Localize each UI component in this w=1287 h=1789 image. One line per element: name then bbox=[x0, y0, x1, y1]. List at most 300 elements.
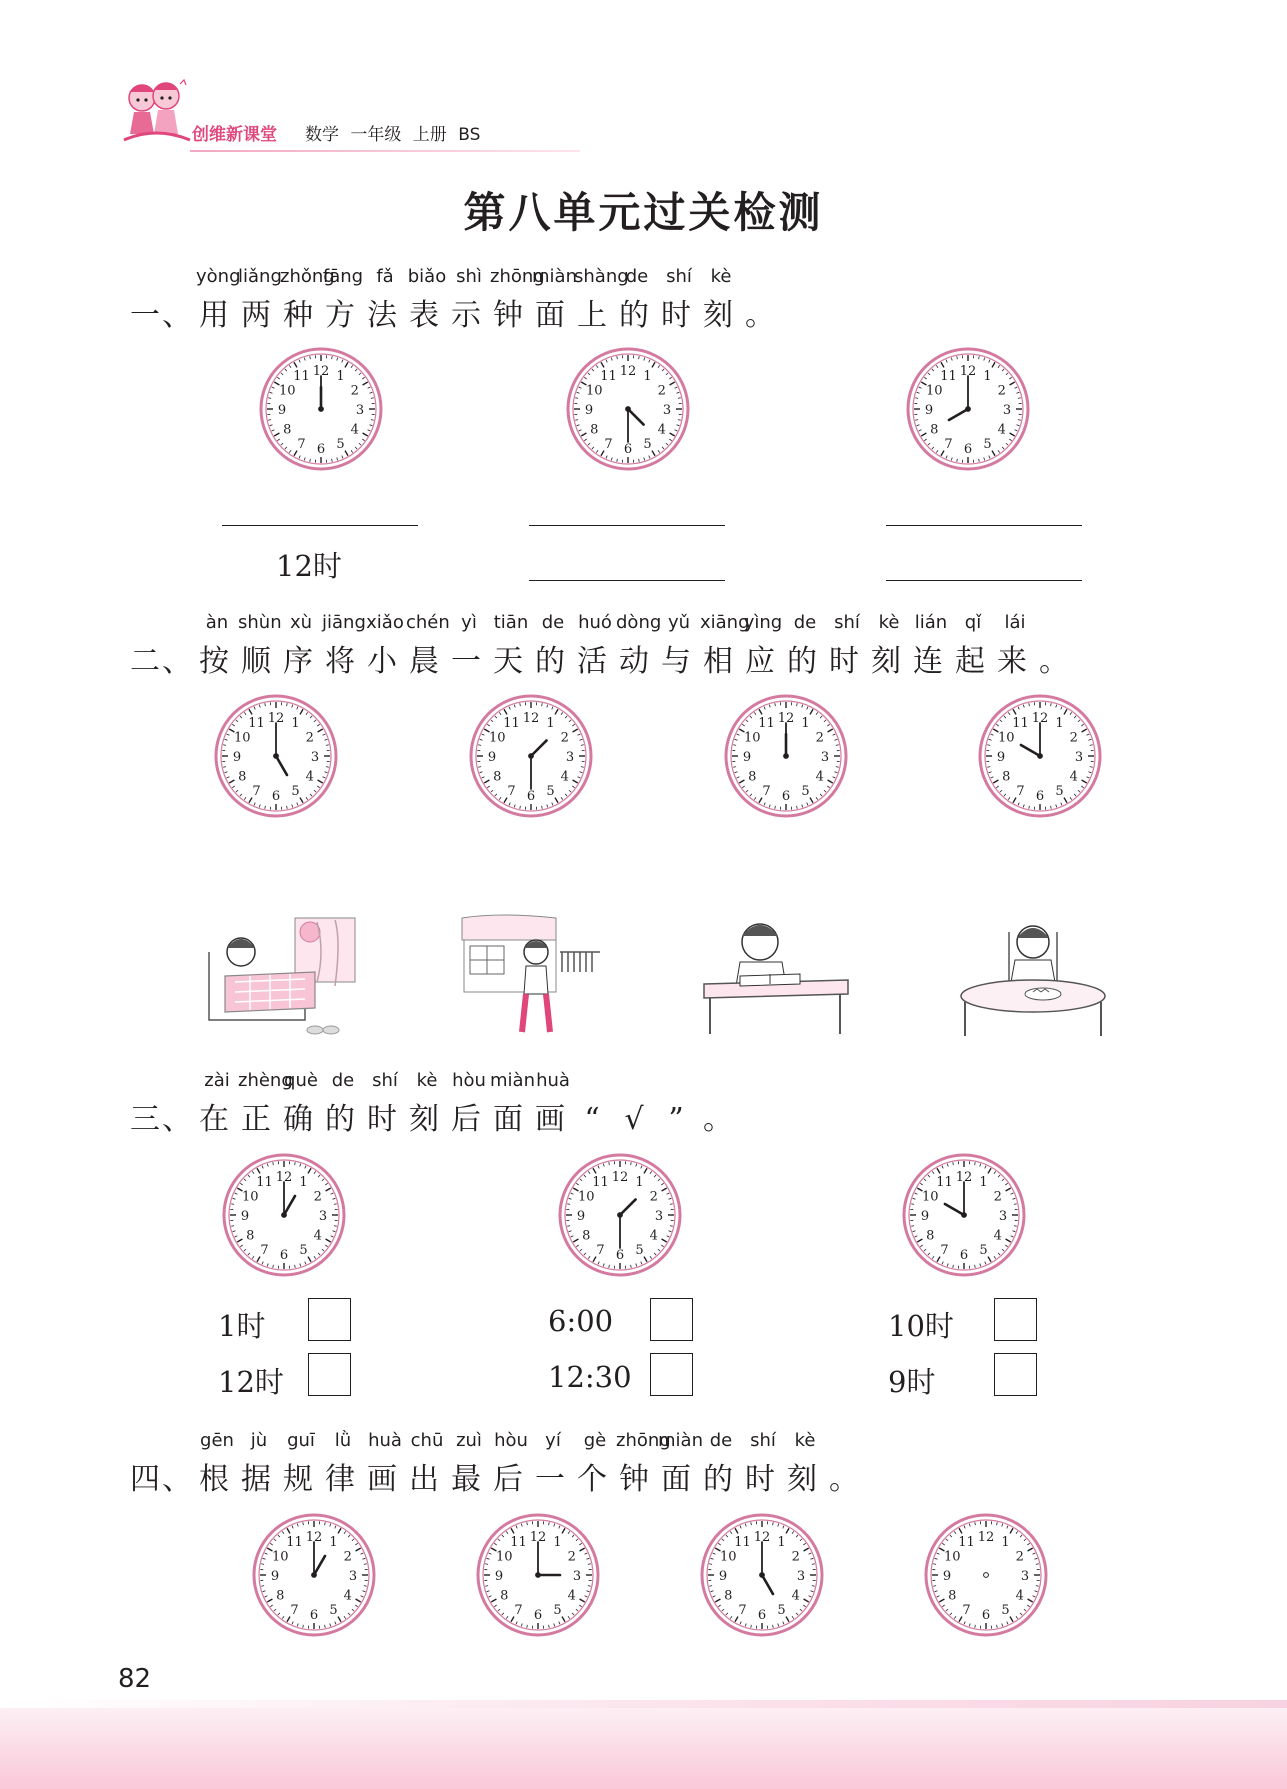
clock-numeral: 5 bbox=[1055, 783, 1064, 799]
question-char: 的 bbox=[535, 644, 567, 679]
clock-numeral: 10 bbox=[925, 383, 943, 399]
clock-numeral: 12 bbox=[959, 364, 977, 379]
pinyin-syllable: fǎ bbox=[376, 266, 394, 287]
question-char: 钟 bbox=[619, 1462, 651, 1497]
clock-numeral: 2 bbox=[649, 1189, 658, 1205]
clock-numeral: 4 bbox=[343, 1588, 352, 1604]
clock-numeral: 4 bbox=[1015, 1588, 1024, 1604]
question-char: 在 bbox=[199, 1102, 231, 1137]
option-3a: 10时 bbox=[888, 1309, 954, 1343]
clock-numeral: 12 bbox=[1031, 711, 1049, 726]
clock-numeral: 12 bbox=[529, 1530, 547, 1545]
clock-numeral: 9 bbox=[584, 403, 594, 418]
page-number: 82 bbox=[118, 1664, 152, 1694]
clock-numeral: 8 bbox=[582, 1228, 591, 1244]
clock-numeral: 3 bbox=[565, 750, 575, 765]
clock-numeral: 9 bbox=[924, 403, 934, 418]
clock-numeral: 6 bbox=[959, 1248, 969, 1263]
question-char: 的 bbox=[619, 298, 651, 333]
question-char: 根 bbox=[199, 1462, 231, 1497]
clock-numeral: 5 bbox=[329, 1602, 338, 1618]
clock-numeral: 10 bbox=[943, 1549, 961, 1565]
checkbox-3a[interactable] bbox=[994, 1298, 1037, 1341]
pinyin-syllable: kè bbox=[878, 612, 900, 633]
clock-numeral: 2 bbox=[560, 730, 569, 746]
pinyin-syllable: huà bbox=[536, 1070, 570, 1091]
clock-numeral: 10 bbox=[719, 1549, 737, 1565]
question-char: 画 bbox=[367, 1462, 399, 1497]
clock-numeral: 9 bbox=[996, 750, 1006, 765]
pinyin-syllable: de bbox=[625, 266, 649, 287]
clock-numeral: 7 bbox=[514, 1602, 523, 1618]
clock-numeral: 12 bbox=[955, 1170, 973, 1185]
question-char: 面 bbox=[493, 1102, 525, 1137]
pinyin-syllable: yìng bbox=[743, 612, 783, 633]
q4-number: 四、 bbox=[130, 1462, 194, 1497]
clock-numeral: 4 bbox=[815, 769, 824, 785]
clock-numeral: 5 bbox=[983, 436, 992, 452]
pinyin-syllable: shí bbox=[372, 1070, 398, 1091]
pinyin-syllable: xù bbox=[289, 612, 313, 633]
clock-numeral: 1 bbox=[1055, 716, 1064, 732]
clock-numeral: 4 bbox=[993, 1228, 1002, 1244]
clock-numeral: 8 bbox=[238, 769, 247, 785]
clock-numeral: 12 bbox=[275, 1170, 293, 1185]
header-divider bbox=[190, 150, 580, 152]
clock-numeral: 9 bbox=[718, 1569, 728, 1584]
clock-numeral: 8 bbox=[276, 1588, 285, 1604]
question-char: 时 bbox=[829, 644, 861, 679]
question-char: 种 bbox=[283, 298, 315, 333]
pinyin-syllable: shàng bbox=[574, 266, 629, 287]
question-char: 与 bbox=[661, 644, 693, 679]
question-char: 最 bbox=[451, 1462, 483, 1497]
question-char: 活 bbox=[577, 644, 609, 679]
q1-clock-2[interactable] bbox=[566, 347, 690, 471]
clock-numeral: 11 bbox=[1012, 716, 1029, 732]
pinyin-syllable: lǜ bbox=[334, 1430, 352, 1451]
clock-numeral: 12 bbox=[267, 711, 285, 726]
question-char: 时 bbox=[661, 298, 693, 333]
question-char: 法 bbox=[367, 298, 399, 333]
clock-numeral: 11 bbox=[936, 1175, 953, 1191]
example-answer: 12时 bbox=[276, 549, 342, 583]
clock-numeral: 11 bbox=[503, 716, 520, 732]
q4-pinyin bbox=[196, 1430, 826, 1451]
clock-numeral: 8 bbox=[283, 422, 292, 438]
pinyin-syllable: zhōng bbox=[616, 1430, 671, 1451]
clock-numeral: 12 bbox=[977, 1530, 995, 1545]
clock-numeral: 5 bbox=[291, 783, 300, 799]
clock-numeral: 1 bbox=[336, 369, 345, 385]
pinyin-syllable: lián bbox=[914, 612, 948, 633]
clock-numeral: 1 bbox=[777, 1535, 786, 1551]
scene-walking-to-school[interactable] bbox=[460, 912, 616, 1042]
clock-numeral: 6 bbox=[615, 1248, 625, 1263]
clock-numeral: 10 bbox=[241, 1189, 259, 1205]
clock-numeral: 11 bbox=[600, 369, 617, 385]
question-char: “ bbox=[584, 1102, 602, 1137]
pinyin-syllable: de bbox=[793, 612, 817, 633]
clock-numeral: 12 bbox=[611, 1170, 629, 1185]
q2-number: 二、 bbox=[130, 644, 194, 679]
clock-numeral: 1 bbox=[291, 716, 300, 732]
pinyin-syllable: lái bbox=[1004, 612, 1026, 633]
clock-numeral: 3 bbox=[310, 750, 320, 765]
scene-doing-homework[interactable] bbox=[700, 912, 856, 1042]
clock-numeral: 11 bbox=[286, 1535, 303, 1551]
question-char: 。 bbox=[703, 1102, 735, 1137]
pinyin-syllable: huó bbox=[578, 612, 612, 633]
clock-numeral: 10 bbox=[743, 730, 761, 746]
option-1a: 1时 bbox=[218, 1309, 266, 1343]
q2-pinyin bbox=[196, 612, 1036, 633]
clock-numeral: 1 bbox=[801, 716, 810, 732]
pinyin-syllable: àn bbox=[205, 612, 229, 633]
page-title: 第八单元过关检测 bbox=[463, 188, 824, 237]
clock-numeral: 4 bbox=[657, 422, 666, 438]
clock-numeral: 8 bbox=[724, 1588, 733, 1604]
clock-numeral: 5 bbox=[299, 1242, 308, 1258]
clock-numeral: 2 bbox=[997, 383, 1006, 399]
question-char: 刻 bbox=[871, 644, 903, 679]
clock-numeral: 6 bbox=[316, 442, 326, 457]
pinyin-syllable: kè bbox=[416, 1070, 438, 1091]
clock-numeral: 11 bbox=[758, 716, 775, 732]
q1-pinyin bbox=[196, 266, 742, 287]
clock-numeral: 2 bbox=[567, 1549, 576, 1565]
clock-numeral: 7 bbox=[944, 436, 953, 452]
question-char: 一 bbox=[535, 1462, 567, 1497]
clock-numeral: 5 bbox=[553, 1602, 562, 1618]
pinyin-syllable: tiān bbox=[493, 612, 529, 633]
question-char: 序 bbox=[283, 644, 315, 679]
clock-numeral: 6 bbox=[309, 1608, 319, 1623]
scene-eating-at-table[interactable] bbox=[955, 912, 1111, 1042]
clock-numeral: 2 bbox=[791, 1549, 800, 1565]
pinyin-syllable: chén bbox=[406, 612, 450, 633]
clock-numeral: 4 bbox=[997, 422, 1006, 438]
clock-numeral: 1 bbox=[643, 369, 652, 385]
clock-numeral: 4 bbox=[560, 769, 569, 785]
clock-numeral: 2 bbox=[815, 730, 824, 746]
q1-clock-3[interactable] bbox=[906, 347, 1030, 471]
clock-numeral: 5 bbox=[1001, 1602, 1010, 1618]
pinyin-syllable: hòu bbox=[494, 1430, 528, 1451]
clock-numeral: 2 bbox=[343, 1549, 352, 1565]
clock-numeral: 10 bbox=[495, 1549, 513, 1565]
clock-numeral: 5 bbox=[777, 1602, 786, 1618]
clock-numeral: 8 bbox=[493, 769, 502, 785]
question-char: 用 bbox=[199, 298, 231, 333]
clock-numeral: 9 bbox=[576, 1209, 586, 1224]
pinyin-syllable: zhōng bbox=[490, 266, 545, 287]
clock-numeral: 8 bbox=[926, 1228, 935, 1244]
clock-numeral: 3 bbox=[355, 403, 365, 418]
clock-numeral: 11 bbox=[592, 1175, 609, 1191]
clock-numeral: 2 bbox=[313, 1189, 322, 1205]
option-1b: 12时 bbox=[218, 1365, 284, 1399]
question-char: 的 bbox=[325, 1102, 357, 1137]
pinyin-syllable: yǔ bbox=[667, 612, 691, 633]
clock-numeral: 3 bbox=[820, 750, 830, 765]
pinyin-syllable: qǐ bbox=[964, 612, 982, 633]
clock-numeral: 5 bbox=[546, 783, 555, 799]
clock-numeral: 6 bbox=[981, 1608, 991, 1623]
clock-numeral: 12 bbox=[312, 364, 330, 379]
clock-numeral: 10 bbox=[488, 730, 506, 746]
clock-numeral: 3 bbox=[1002, 403, 1012, 418]
clock-numeral: 10 bbox=[585, 383, 603, 399]
clock-numeral: 3 bbox=[796, 1569, 806, 1584]
pinyin-syllable: de bbox=[541, 612, 565, 633]
q3-number: 三、 bbox=[130, 1102, 194, 1137]
pinyin-syllable: biǎo bbox=[407, 266, 447, 287]
clock-numeral: 7 bbox=[604, 436, 613, 452]
page-header bbox=[120, 78, 1180, 156]
clock-numeral: 8 bbox=[590, 422, 599, 438]
checkbox-2a[interactable] bbox=[650, 1298, 693, 1341]
option-3b: 9时 bbox=[888, 1365, 936, 1399]
pinyin-syllable: guī bbox=[287, 1430, 315, 1451]
question-char: 应 bbox=[745, 644, 777, 679]
q2-clock-2[interactable] bbox=[469, 694, 593, 818]
pinyin-syllable: huà bbox=[368, 1430, 402, 1451]
answer-line-1a[interactable] bbox=[222, 525, 418, 526]
question-char: 。 bbox=[1039, 644, 1071, 679]
clock-numeral: 9 bbox=[240, 1209, 250, 1224]
pinyin-syllable: zài bbox=[204, 1070, 230, 1091]
brand-name: 创维新课堂 bbox=[192, 125, 277, 145]
clock-numeral: 7 bbox=[260, 1242, 269, 1258]
clock-numeral: 11 bbox=[248, 716, 265, 732]
pinyin-syllable: de bbox=[331, 1070, 355, 1091]
checkbox-1b[interactable] bbox=[308, 1353, 351, 1396]
clock-numeral: 12 bbox=[522, 711, 540, 726]
pinyin-syllable: shí bbox=[750, 1430, 776, 1451]
clock-numeral: 5 bbox=[979, 1242, 988, 1258]
question-char: 起 bbox=[955, 644, 987, 679]
q2-clock-3[interactable] bbox=[724, 694, 848, 818]
q3-pinyin bbox=[196, 1070, 574, 1091]
pinyin-syllable: chū bbox=[410, 1430, 444, 1451]
question-char: 示 bbox=[451, 298, 483, 333]
question-char: 刻 bbox=[409, 1102, 441, 1137]
clock-numeral: 6 bbox=[533, 1608, 543, 1623]
pinyin-syllable: zhǒng bbox=[280, 266, 335, 287]
question-char: 方 bbox=[325, 298, 357, 333]
q1-question bbox=[130, 290, 782, 334]
question-char: 出 bbox=[409, 1462, 441, 1497]
clock-numeral: 2 bbox=[305, 730, 314, 746]
clock-numeral: 6 bbox=[271, 789, 281, 804]
clock-numeral: 4 bbox=[1069, 769, 1078, 785]
clock-numeral: 4 bbox=[350, 422, 359, 438]
question-char: 正 bbox=[241, 1102, 273, 1137]
pinyin-syllable: yì bbox=[461, 612, 477, 633]
clock-numeral: 3 bbox=[998, 1209, 1008, 1224]
pinyin-syllable: shì bbox=[456, 266, 482, 287]
question-char: 两 bbox=[241, 298, 273, 333]
question-char: √ bbox=[624, 1102, 646, 1137]
question-char: 的 bbox=[703, 1462, 735, 1497]
clock-numeral: 9 bbox=[277, 403, 287, 418]
question-char: 个 bbox=[577, 1462, 609, 1497]
clock-numeral: 3 bbox=[318, 1209, 328, 1224]
clock-numeral: 4 bbox=[305, 769, 314, 785]
clock-numeral: 3 bbox=[572, 1569, 582, 1584]
question-char: 小 bbox=[367, 644, 399, 679]
question-char: 后 bbox=[493, 1462, 525, 1497]
question-char: 。 bbox=[745, 298, 777, 333]
pinyin-syllable: shí bbox=[834, 612, 860, 633]
question-char: 据 bbox=[241, 1462, 273, 1497]
clock-numeral: 7 bbox=[940, 1242, 949, 1258]
clock-numeral: 6 bbox=[623, 442, 633, 457]
question-char: 连 bbox=[913, 644, 945, 679]
checkbox-1a[interactable] bbox=[308, 1298, 351, 1341]
clock-numeral: 6 bbox=[963, 442, 973, 457]
option-2b: 12:30 bbox=[548, 1360, 632, 1394]
clock-numeral: 5 bbox=[801, 783, 810, 799]
clock-numeral: 7 bbox=[290, 1602, 299, 1618]
q2-clock-1[interactable] bbox=[214, 694, 338, 818]
clock-numeral: 12 bbox=[305, 1530, 323, 1545]
clock-numeral: 1 bbox=[546, 716, 555, 732]
pinyin-syllable: jiāng bbox=[322, 612, 366, 633]
q1-clock-1[interactable] bbox=[259, 347, 383, 471]
clock-numeral: 7 bbox=[252, 783, 261, 799]
question-char: 按 bbox=[199, 644, 231, 679]
clock-numeral: 12 bbox=[777, 711, 795, 726]
clock-numeral: 7 bbox=[297, 436, 306, 452]
clock-numeral: 7 bbox=[507, 783, 516, 799]
q3-clock-3[interactable] bbox=[902, 1153, 1026, 1277]
clock-numeral: 10 bbox=[278, 383, 296, 399]
clock-numeral: 4 bbox=[649, 1228, 658, 1244]
clock-numeral: 11 bbox=[734, 1535, 751, 1551]
clock-numeral: 5 bbox=[643, 436, 652, 452]
question-char: 晨 bbox=[409, 644, 441, 679]
q4-question bbox=[130, 1454, 866, 1498]
question-char: 动 bbox=[619, 644, 651, 679]
checkbox-2b[interactable] bbox=[650, 1353, 693, 1396]
pinyin-syllable: gēn bbox=[200, 1430, 234, 1451]
q4-clock-2[interactable] bbox=[476, 1513, 600, 1637]
pinyin-syllable: dòng bbox=[616, 612, 662, 633]
scene-sleeping-in-bed[interactable] bbox=[205, 912, 361, 1042]
clock-numeral: 10 bbox=[997, 730, 1015, 746]
question-char: ” bbox=[668, 1102, 686, 1137]
q3-question bbox=[130, 1094, 740, 1138]
pinyin-syllable: shùn bbox=[238, 612, 282, 633]
question-char: 刻 bbox=[703, 298, 735, 333]
pinyin-syllable: miàn bbox=[490, 1070, 535, 1091]
clock-numeral: 6 bbox=[526, 789, 536, 804]
option-2a: 6:00 bbox=[548, 1304, 614, 1338]
clock-numeral: 8 bbox=[930, 422, 939, 438]
question-char: 面 bbox=[661, 1462, 693, 1497]
clock-numeral: 8 bbox=[948, 1588, 957, 1604]
clock-numeral: 4 bbox=[567, 1588, 576, 1604]
clock-numeral: 9 bbox=[742, 750, 752, 765]
clock-numeral: 8 bbox=[246, 1228, 255, 1244]
clock-numeral: 11 bbox=[293, 369, 310, 385]
clock-numeral: 7 bbox=[1016, 783, 1025, 799]
clock-numeral: 3 bbox=[662, 403, 672, 418]
q4-clock-4[interactable] bbox=[924, 1513, 1048, 1637]
question-char: 顺 bbox=[241, 644, 273, 679]
clock-numeral: 9 bbox=[487, 750, 497, 765]
clock-numeral: 4 bbox=[313, 1228, 322, 1244]
q4-clock-1[interactable] bbox=[252, 1513, 376, 1637]
clock-numeral: 9 bbox=[920, 1209, 930, 1224]
clock-numeral: 3 bbox=[1074, 750, 1084, 765]
q3-clock-1[interactable] bbox=[222, 1153, 346, 1277]
answer-line-3b[interactable] bbox=[886, 580, 1082, 581]
pinyin-syllable: yí bbox=[545, 1430, 561, 1451]
answer-line-2b[interactable] bbox=[529, 580, 725, 581]
clock-numeral: 10 bbox=[577, 1189, 595, 1205]
pinyin-syllable: yòng bbox=[196, 266, 241, 287]
pinyin-syllable: zuì bbox=[456, 1430, 482, 1451]
clock-numeral: 1 bbox=[299, 1175, 308, 1191]
answer-line-2a[interactable] bbox=[529, 525, 725, 526]
clock-numeral: 12 bbox=[619, 364, 637, 379]
question-char: 相 bbox=[703, 644, 735, 679]
clock-numeral: 10 bbox=[233, 730, 251, 746]
question-char: 将 bbox=[325, 644, 357, 679]
question-char: 刻 bbox=[787, 1462, 819, 1497]
pinyin-syllable: kè bbox=[794, 1430, 816, 1451]
pinyin-syllable: miàn bbox=[532, 266, 577, 287]
pinyin-syllable: kè bbox=[710, 266, 732, 287]
question-char: 时 bbox=[745, 1462, 777, 1497]
footer-band bbox=[0, 1708, 1287, 1789]
clock-numeral: 11 bbox=[958, 1535, 975, 1551]
pinyin-syllable: liǎng bbox=[238, 266, 282, 287]
q2-clock-4[interactable] bbox=[978, 694, 1102, 818]
q3-clock-2[interactable] bbox=[558, 1153, 682, 1277]
clock-numeral: 9 bbox=[232, 750, 242, 765]
question-char: 时 bbox=[367, 1102, 399, 1137]
clock-numeral: 6 bbox=[781, 789, 791, 804]
pinyin-syllable: gè bbox=[583, 1430, 607, 1451]
clock-numeral: 3 bbox=[654, 1209, 664, 1224]
clock-numeral: 3 bbox=[1020, 1569, 1030, 1584]
pinyin-syllable: xiǎo bbox=[366, 612, 404, 633]
subject-label: 数学 一年级 上册 BS bbox=[305, 125, 481, 145]
question-char: 钟 bbox=[493, 298, 525, 333]
clock-numeral: 7 bbox=[738, 1602, 747, 1618]
pinyin-syllable: hòu bbox=[452, 1070, 486, 1091]
q1-number: 一、 bbox=[130, 298, 194, 333]
checkbox-3b[interactable] bbox=[994, 1353, 1037, 1396]
q4-clock-3[interactable] bbox=[700, 1513, 824, 1637]
pinyin-syllable: zhèng bbox=[238, 1070, 293, 1091]
question-char: 律 bbox=[325, 1462, 357, 1497]
question-char: 面 bbox=[535, 298, 567, 333]
clock-numeral: 9 bbox=[270, 1569, 280, 1584]
pinyin-syllable: fāng bbox=[322, 266, 364, 287]
pinyin-syllable: xiāng bbox=[700, 612, 750, 633]
clock-numeral: 11 bbox=[256, 1175, 273, 1191]
answer-line-3a[interactable] bbox=[886, 525, 1082, 526]
clock-numeral: 8 bbox=[748, 769, 757, 785]
pinyin-syllable: shí bbox=[666, 266, 692, 287]
question-char: 上 bbox=[577, 298, 609, 333]
clock-numeral: 11 bbox=[940, 369, 957, 385]
